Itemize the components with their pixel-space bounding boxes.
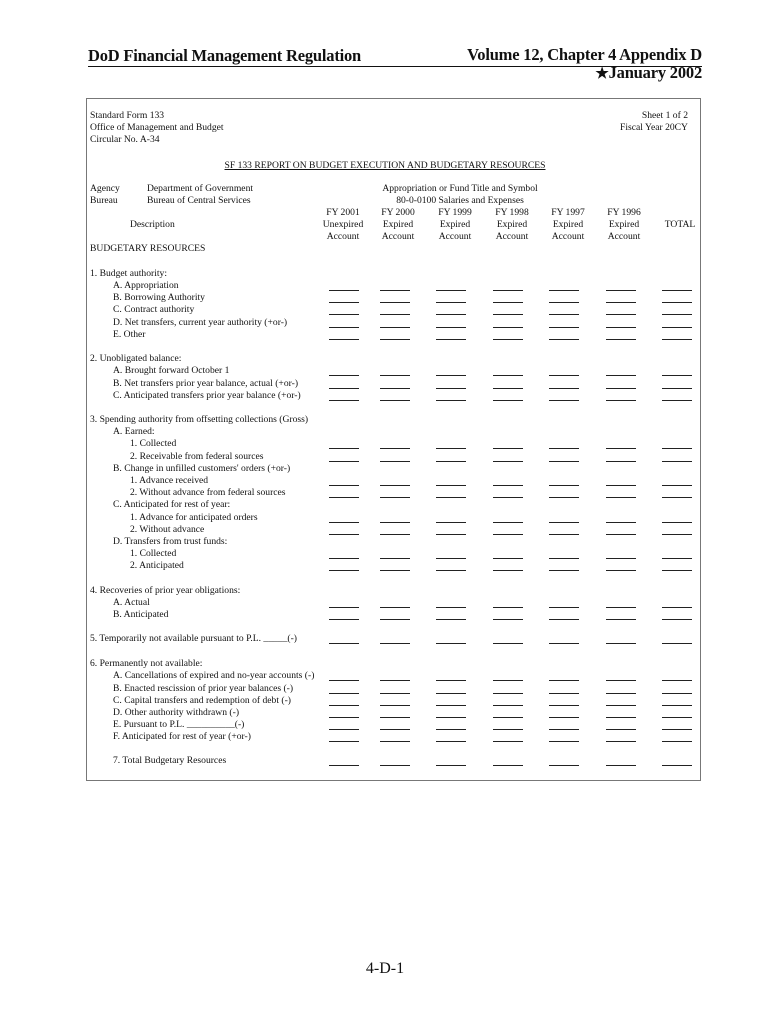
amount-blank-line xyxy=(380,497,410,498)
amount-blank-line xyxy=(493,534,523,535)
line-item-label: C. Anticipated transfers prior year balance (+or-) xyxy=(113,390,301,401)
amount-blank-line xyxy=(606,388,636,389)
amount-blank-line xyxy=(549,765,579,766)
amount-blank-line xyxy=(329,290,359,291)
amount-blank-line xyxy=(606,741,636,742)
form-id-line: Circular No. A-34 xyxy=(90,134,160,145)
line-item-label: E. Other xyxy=(113,329,146,340)
line-item-label: 4. Recoveries of prior year obligations: xyxy=(90,585,241,596)
amount-blank-line xyxy=(606,680,636,681)
amount-blank-line xyxy=(436,765,466,766)
agency-values xyxy=(147,183,253,207)
amount-blank-line xyxy=(329,693,359,694)
amount-blank-line xyxy=(436,522,466,523)
amount-blank-line xyxy=(662,290,692,291)
amount-blank-line xyxy=(662,327,692,328)
amount-blank-line xyxy=(436,717,466,718)
amount-blank-line xyxy=(436,693,466,694)
amount-blank-line xyxy=(329,400,359,401)
amount-blank-line xyxy=(549,607,579,608)
amount-blank-line xyxy=(662,448,692,449)
amount-blank-line xyxy=(436,729,466,730)
star-icon: ★ xyxy=(595,66,609,82)
column-header-line: TOTAL xyxy=(664,219,696,230)
amount-blank-line xyxy=(493,570,523,571)
amount-blank-line xyxy=(380,461,410,462)
column-header-line: Expired xyxy=(439,219,471,230)
amount-blank-line xyxy=(380,314,410,315)
amount-blank-line xyxy=(380,302,410,303)
line-item-label: C. Anticipated for rest of year: xyxy=(113,499,231,510)
amount-blank-line xyxy=(549,729,579,730)
amount-blank-line xyxy=(549,558,579,559)
amount-blank-line xyxy=(380,522,410,523)
line-item-label: 7. Total Budgetary Resources xyxy=(113,755,227,766)
amount-blank-line xyxy=(606,461,636,462)
column-header-line: Account xyxy=(438,231,472,242)
amount-blank-line xyxy=(662,375,692,376)
column-header xyxy=(538,207,598,243)
amount-blank-line xyxy=(436,619,466,620)
amount-blank-line xyxy=(329,729,359,730)
amount-blank-line xyxy=(606,339,636,340)
line-item-label: 2. Anticipated xyxy=(130,560,184,571)
column-header-line: Expired xyxy=(608,219,640,230)
amount-blank-line xyxy=(549,680,579,681)
amount-blank-line xyxy=(606,705,636,706)
line-item-label: B. Anticipated xyxy=(113,609,169,620)
amount-blank-line xyxy=(329,375,359,376)
amount-blank-line xyxy=(549,375,579,376)
volume-chapter: Volume 12, Chapter 4 Appendix D xyxy=(467,45,702,64)
amount-blank-line xyxy=(606,485,636,486)
appropriation-title: Appropriation or Fund Title and Symbol xyxy=(382,183,538,194)
amount-blank-line xyxy=(436,485,466,486)
agency-label: Agency xyxy=(90,183,120,194)
amount-blank-line xyxy=(329,619,359,620)
amount-blank-line xyxy=(436,327,466,328)
form-id-line: Standard Form 133 xyxy=(90,110,165,121)
amount-blank-line xyxy=(436,705,466,706)
amount-blank-line xyxy=(493,400,523,401)
amount-blank-line xyxy=(549,619,579,620)
amount-blank-line xyxy=(380,448,410,449)
amount-blank-line xyxy=(329,497,359,498)
amount-blank-line xyxy=(380,534,410,535)
column-header-line: Expired xyxy=(382,219,414,230)
column-header-line: Account xyxy=(551,231,585,242)
amount-blank-line xyxy=(329,570,359,571)
amount-blank-line xyxy=(662,461,692,462)
volume-chapter-header xyxy=(467,46,702,83)
amount-blank-line xyxy=(436,558,466,559)
page-number: 4-D-1 xyxy=(365,960,405,977)
amount-blank-line xyxy=(380,619,410,620)
amount-blank-line xyxy=(606,558,636,559)
amount-blank-line xyxy=(436,388,466,389)
line-item-label: 5. Temporarily not available pursuant to P.L. _____(-) xyxy=(90,633,297,644)
agency-labels xyxy=(90,183,120,207)
amount-blank-line xyxy=(436,741,466,742)
amount-blank-line xyxy=(493,375,523,376)
amount-blank-line xyxy=(549,388,579,389)
amount-blank-line xyxy=(606,327,636,328)
amount-blank-line xyxy=(606,522,636,523)
amount-blank-line xyxy=(380,290,410,291)
amount-blank-line xyxy=(329,461,359,462)
amount-blank-line xyxy=(549,497,579,498)
line-item-label: 1. Collected xyxy=(130,548,177,559)
amount-blank-line xyxy=(606,693,636,694)
amount-blank-line xyxy=(549,400,579,401)
amount-blank-line xyxy=(380,729,410,730)
amount-blank-line xyxy=(380,717,410,718)
amount-blank-line xyxy=(493,485,523,486)
line-item-label: F. Anticipated for rest of year (+or-) xyxy=(113,731,251,742)
amount-blank-line xyxy=(549,314,579,315)
line-item-label: A. Cancellations of expired and no-year accounts (-) xyxy=(113,670,315,681)
agency-value: Department of Government xyxy=(147,183,254,194)
header-rule xyxy=(88,66,702,67)
amount-blank-line xyxy=(549,290,579,291)
amount-blank-line xyxy=(380,388,410,389)
line-item-label: A. Appropriation xyxy=(113,280,179,291)
line-item-label: C. Contract authority xyxy=(113,304,195,315)
amount-blank-line xyxy=(329,485,359,486)
amount-blank-line xyxy=(493,717,523,718)
amount-blank-line xyxy=(380,570,410,571)
amount-blank-line xyxy=(606,717,636,718)
column-header xyxy=(313,207,373,243)
amount-blank-line xyxy=(380,765,410,766)
line-item-label: 2. Receivable from federal sources xyxy=(130,451,264,462)
amount-blank-line xyxy=(329,765,359,766)
amount-blank-line xyxy=(329,741,359,742)
amount-blank-line xyxy=(493,302,523,303)
sheet-number: Sheet 1 of 2 xyxy=(641,110,688,121)
amount-blank-line xyxy=(606,290,636,291)
column-header xyxy=(368,207,428,243)
amount-blank-line xyxy=(549,485,579,486)
amount-blank-line xyxy=(329,314,359,315)
amount-blank-line xyxy=(329,339,359,340)
amount-blank-line xyxy=(436,607,466,608)
amount-blank-line xyxy=(436,534,466,535)
line-item-label: B. Enacted rescission of prior year balances (-) xyxy=(113,683,294,694)
amount-blank-line xyxy=(662,534,692,535)
column-header-line: Account xyxy=(607,231,641,242)
amount-blank-line xyxy=(662,314,692,315)
amount-blank-line xyxy=(662,693,692,694)
amount-blank-line xyxy=(662,522,692,523)
regulation-title: DoD Financial Management Regulation xyxy=(88,46,362,65)
amount-blank-line xyxy=(606,607,636,608)
amount-blank-line xyxy=(606,375,636,376)
amount-blank-line xyxy=(493,290,523,291)
column-header xyxy=(425,207,485,243)
amount-blank-line xyxy=(493,619,523,620)
date-text: January 2002 xyxy=(608,63,702,82)
column-header xyxy=(594,207,654,243)
column-header-line: FY 2001 xyxy=(326,207,360,218)
amount-blank-line xyxy=(493,497,523,498)
line-item-label: 2. Without advance from federal sources xyxy=(130,487,286,498)
amount-blank-line xyxy=(662,485,692,486)
amount-blank-line xyxy=(329,534,359,535)
column-header-line: FY 1998 xyxy=(495,207,529,218)
amount-blank-line xyxy=(493,339,523,340)
column-header-line: Account xyxy=(495,231,529,242)
amount-blank-line xyxy=(493,693,523,694)
amount-blank-line xyxy=(436,314,466,315)
amount-blank-line xyxy=(380,400,410,401)
amount-blank-line xyxy=(329,607,359,608)
amount-blank-line xyxy=(493,388,523,389)
amount-blank-line xyxy=(380,693,410,694)
form-id-line: Office of Management and Budget xyxy=(90,122,224,133)
bureau-label: Bureau xyxy=(90,195,118,206)
column-header-line: Expired xyxy=(496,219,528,230)
amount-blank-line xyxy=(549,339,579,340)
amount-blank-line xyxy=(436,302,466,303)
amount-blank-line xyxy=(436,400,466,401)
amount-blank-line xyxy=(606,729,636,730)
amount-blank-line xyxy=(549,717,579,718)
line-item-label: 1. Advance received xyxy=(130,475,209,486)
amount-blank-line xyxy=(662,570,692,571)
line-item-label: B. Net transfers prior year balance, actual (+or-) xyxy=(113,378,299,389)
amount-blank-line xyxy=(606,497,636,498)
amount-blank-line xyxy=(436,448,466,449)
amount-blank-line xyxy=(662,705,692,706)
amount-blank-line xyxy=(329,705,359,706)
amount-blank-line xyxy=(662,765,692,766)
line-item-label: 1. Advance for anticipated orders xyxy=(130,512,258,523)
amount-blank-line xyxy=(380,741,410,742)
amount-blank-line xyxy=(380,607,410,608)
amount-blank-line xyxy=(329,643,359,644)
column-header-line: Unexpired xyxy=(322,219,364,230)
amount-blank-line xyxy=(380,558,410,559)
amount-blank-line xyxy=(380,643,410,644)
amount-blank-line xyxy=(662,400,692,401)
amount-blank-line xyxy=(549,461,579,462)
description-label: Description xyxy=(130,219,175,230)
amount-blank-line xyxy=(662,619,692,620)
line-item-label: C. Capital transfers and redemption of debt (-) xyxy=(113,695,291,706)
line-item-label: A. Actual xyxy=(113,597,150,608)
amount-blank-line xyxy=(493,680,523,681)
report-title: SF 133 REPORT ON BUDGET EXECUTION AND BUDGETARY RESOURCES xyxy=(224,160,546,171)
section-label: BUDGETARY RESOURCES xyxy=(90,243,206,254)
amount-blank-line xyxy=(493,705,523,706)
amount-blank-line xyxy=(549,741,579,742)
appropriation-value: 80-0-0100 Salaries and Expenses xyxy=(396,195,524,206)
line-item-label: D. Net transfers, current year authority (+or-) xyxy=(113,317,288,328)
amount-blank-line xyxy=(436,680,466,681)
amount-blank-line xyxy=(606,400,636,401)
amount-blank-line xyxy=(436,290,466,291)
amount-blank-line xyxy=(662,497,692,498)
amount-blank-line xyxy=(436,339,466,340)
amount-blank-line xyxy=(493,448,523,449)
amount-blank-line xyxy=(493,522,523,523)
column-header xyxy=(482,207,542,243)
amount-blank-line xyxy=(493,765,523,766)
amount-blank-line xyxy=(436,497,466,498)
amount-blank-line xyxy=(380,705,410,706)
line-item-label: 6. Permanently not available: xyxy=(90,658,203,669)
form-id-block xyxy=(90,110,224,146)
amount-blank-line xyxy=(380,375,410,376)
line-item-label: A. Earned: xyxy=(113,426,155,437)
amount-blank-line xyxy=(662,558,692,559)
amount-blank-line xyxy=(549,705,579,706)
line-item-label: 2. Unobligated balance: xyxy=(90,353,182,364)
amount-blank-line xyxy=(380,680,410,681)
amount-blank-line xyxy=(549,448,579,449)
amount-blank-line xyxy=(549,302,579,303)
amount-blank-line xyxy=(493,461,523,462)
column-header-line: FY 2000 xyxy=(381,207,415,218)
column-header xyxy=(650,219,710,231)
line-item-label: 1. Budget authority: xyxy=(90,268,168,279)
amount-blank-line xyxy=(493,314,523,315)
amount-blank-line xyxy=(662,302,692,303)
column-header-line: Expired xyxy=(552,219,584,230)
amount-blank-line xyxy=(493,327,523,328)
column-header-line: FY 1997 xyxy=(551,207,585,218)
column-header-line: Account xyxy=(326,231,360,242)
column-header-line: FY 1999 xyxy=(438,207,472,218)
amount-blank-line xyxy=(662,729,692,730)
amount-blank-line xyxy=(436,643,466,644)
amount-blank-line xyxy=(329,717,359,718)
bureau-value: Bureau of Central Services xyxy=(147,195,251,206)
amount-blank-line xyxy=(436,461,466,462)
amount-blank-line xyxy=(606,643,636,644)
amount-blank-line xyxy=(606,765,636,766)
amount-blank-line xyxy=(329,448,359,449)
line-item-label: 2. Without advance xyxy=(130,524,205,535)
amount-blank-line xyxy=(662,717,692,718)
amount-blank-line xyxy=(549,570,579,571)
amount-blank-line xyxy=(380,485,410,486)
fiscal-year: Fiscal Year 20CY xyxy=(620,122,688,133)
amount-blank-line xyxy=(329,558,359,559)
line-item-label: D. Transfers from trust funds: xyxy=(113,536,228,547)
amount-blank-line xyxy=(329,522,359,523)
amount-blank-line xyxy=(436,375,466,376)
amount-blank-line xyxy=(606,314,636,315)
amount-blank-line xyxy=(662,388,692,389)
amount-blank-line xyxy=(493,607,523,608)
amount-blank-line xyxy=(549,327,579,328)
column-header-line: FY 1996 xyxy=(607,207,641,218)
amount-blank-line xyxy=(329,680,359,681)
amount-blank-line xyxy=(380,339,410,340)
amount-blank-line xyxy=(436,570,466,571)
amount-blank-line xyxy=(329,327,359,328)
amount-blank-line xyxy=(606,570,636,571)
line-item-label: A. Brought forward October 1 xyxy=(113,365,230,376)
amount-blank-line xyxy=(606,302,636,303)
amount-blank-line xyxy=(493,643,523,644)
amount-blank-line xyxy=(549,534,579,535)
line-item-label: 3. Spending authority from offsetting collections (Gross) xyxy=(90,414,309,425)
amount-blank-line xyxy=(493,729,523,730)
appropriation-block xyxy=(330,183,590,207)
amount-blank-line xyxy=(493,741,523,742)
sheet-block xyxy=(620,110,688,134)
amount-blank-line xyxy=(662,607,692,608)
line-item-label: D. Other authority withdrawn (-) xyxy=(113,707,240,718)
amount-blank-line xyxy=(606,448,636,449)
amount-blank-line xyxy=(662,680,692,681)
amount-blank-line xyxy=(329,302,359,303)
column-header-line: Account xyxy=(381,231,415,242)
amount-blank-line xyxy=(329,388,359,389)
amount-blank-line xyxy=(380,327,410,328)
amount-blank-line xyxy=(606,534,636,535)
amount-blank-line xyxy=(549,693,579,694)
amount-blank-line xyxy=(606,619,636,620)
amount-blank-line xyxy=(493,558,523,559)
amount-blank-line xyxy=(662,643,692,644)
amount-blank-line xyxy=(549,643,579,644)
amount-blank-line xyxy=(662,741,692,742)
amount-blank-line xyxy=(662,339,692,340)
amount-blank-line xyxy=(549,522,579,523)
line-item-label: B. Change in unfilled customers' orders (+or-) xyxy=(113,463,291,474)
line-item-label: B. Borrowing Authority xyxy=(113,292,205,303)
line-item-label: E. Pursuant to P.L. __________(-) xyxy=(113,719,245,730)
line-item-label: 1. Collected xyxy=(130,438,177,449)
